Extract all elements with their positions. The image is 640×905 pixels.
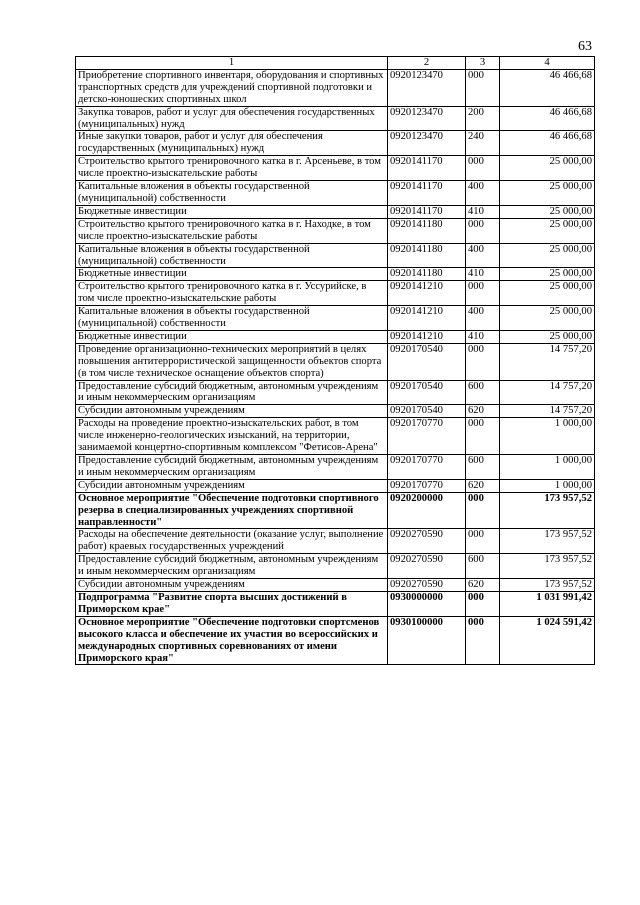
row-amount-cell: 1 031 991,42: [500, 591, 595, 616]
row-amount-cell: 173 957,52: [500, 579, 595, 592]
row-kind-cell: 000: [466, 492, 500, 529]
row-kind-cell: 600: [466, 455, 500, 480]
row-kind-cell: 000: [466, 418, 500, 455]
table-row: [76, 218, 595, 243]
row-amount-cell: 1 000,00: [500, 418, 595, 455]
table-header-row: [76, 57, 595, 70]
row-code-cell: 0920170770: [388, 418, 466, 455]
row-code-cell: 0920170540: [388, 380, 466, 405]
row-amount-cell: 14 757,20: [500, 380, 595, 405]
row-kind-cell: 620: [466, 405, 500, 418]
row-code-cell: 0920141180: [388, 218, 466, 243]
table-row: [76, 243, 595, 268]
row-amount-cell: 173 957,52: [500, 554, 595, 579]
row-kind-cell: 400: [466, 306, 500, 331]
table-row: [76, 455, 595, 480]
row-kind-cell: 200: [466, 106, 500, 131]
table-row: [76, 479, 595, 492]
row-amount-cell: 1 024 591,42: [500, 616, 595, 665]
table-row: [76, 306, 595, 331]
row-code-cell: 0920141210: [388, 281, 466, 306]
row-name-cell: Капитальные вложения в объекты государственной (муниципальной) собственности: [76, 243, 388, 268]
table-row: [76, 69, 595, 106]
row-code-cell: 0920141170: [388, 156, 466, 181]
row-kind-cell: 000: [466, 281, 500, 306]
row-name-cell: Основное мероприятие "Обеспечение подготовки спортсменов высокого класса и обеспечение их участия во всероссийских и международных спортивных соревнованиях от имени Приморского края": [76, 616, 388, 665]
row-amount-cell: 25 000,00: [500, 181, 595, 206]
row-kind-cell: 400: [466, 243, 500, 268]
row-code-cell: 0920170540: [388, 405, 466, 418]
row-code-cell: 0920141170: [388, 181, 466, 206]
row-code-cell: 0920200000: [388, 492, 466, 529]
row-kind-cell: 620: [466, 579, 500, 592]
table-row: [76, 156, 595, 181]
row-kind-cell: 620: [466, 479, 500, 492]
row-amount-cell: 173 957,52: [500, 492, 595, 529]
row-amount-cell: 14 757,20: [500, 343, 595, 380]
row-amount-cell: 46 466,68: [500, 106, 595, 131]
row-code-cell: 0920141180: [388, 243, 466, 268]
row-code-cell: 0930000000: [388, 591, 466, 616]
row-amount-cell: 25 000,00: [500, 156, 595, 181]
table-row: [76, 579, 595, 592]
row-code-cell: 0920123470: [388, 106, 466, 131]
row-kind-cell: 000: [466, 343, 500, 380]
row-kind-cell: 600: [466, 380, 500, 405]
table-row: [76, 529, 595, 554]
row-name-cell: Основное мероприятие "Обеспечение подготовки спортивного резерва в специализированных учреждениях спортивной направленности": [76, 492, 388, 529]
row-kind-cell: 000: [466, 616, 500, 665]
row-code-cell: 0920270590: [388, 529, 466, 554]
row-kind-cell: 000: [466, 69, 500, 106]
row-amount-cell: 46 466,68: [500, 131, 595, 156]
row-name-cell: Субсидии автономным учреждениям: [76, 579, 388, 592]
row-amount-cell: 25 000,00: [500, 306, 595, 331]
row-code-cell: 0920141210: [388, 306, 466, 331]
row-amount-cell: 25 000,00: [500, 218, 595, 243]
row-kind-cell: 000: [466, 529, 500, 554]
row-kind-cell: 000: [466, 156, 500, 181]
row-kind-cell: 000: [466, 591, 500, 616]
row-name-cell: Расходы на обеспечение деятельности (оказание услуг, выполнение работ) краевых государственных учреждений: [76, 529, 388, 554]
row-kind-cell: 410: [466, 268, 500, 281]
row-amount-cell: 25 000,00: [500, 268, 595, 281]
row-code-cell: 0920123470: [388, 131, 466, 156]
header-kind: 3: [466, 57, 500, 70]
row-name-cell: Предоставление субсидий бюджетным, автономным учреждениям и иным некоммерческим организациям: [76, 455, 388, 480]
row-name-cell: Бюджетные инвестиции: [76, 205, 388, 218]
row-name-cell: Проведение организационно-технических мероприятий в целях повышения антитеррористической защищенности объектов спорта (в том числе техническое оснащение объектов спорта): [76, 343, 388, 380]
header-code: 2: [388, 57, 466, 70]
table-row: [76, 380, 595, 405]
row-name-cell: Закупка товаров, работ и услуг для обеспечения государственных (муниципальных) нужд: [76, 106, 388, 131]
row-name-cell: Строительство крытого тренировочного катка в г. Находке, в том числе проектно-изыскательские работы: [76, 218, 388, 243]
row-amount-cell: 173 957,52: [500, 529, 595, 554]
row-code-cell: 0920141170: [388, 205, 466, 218]
row-amount-cell: 14 757,20: [500, 405, 595, 418]
row-name-cell: Капитальные вложения в объекты государственной (муниципальной) собственности: [76, 306, 388, 331]
row-amount-cell: 1 000,00: [500, 455, 595, 480]
table-row: [76, 268, 595, 281]
row-code-cell: 0920170770: [388, 479, 466, 492]
row-name-cell: Капитальные вложения в объекты государственной (муниципальной) собственности: [76, 181, 388, 206]
page-number: 63: [578, 39, 592, 54]
row-name-cell: Иные закупки товаров, работ и услуг для обеспечения государственных (муниципальных) нужд: [76, 131, 388, 156]
row-name-cell: Строительство крытого тренировочного катка в г. Уссурийске, в том числе проектно-изыскательские работы: [76, 281, 388, 306]
row-code-cell: 0920170770: [388, 455, 466, 480]
table-row: [76, 205, 595, 218]
row-name-cell: Бюджетные инвестиции: [76, 268, 388, 281]
table-row: [76, 106, 595, 131]
table-row: [76, 131, 595, 156]
row-kind-cell: 000: [466, 218, 500, 243]
budget-table: [75, 56, 595, 665]
row-code-cell: 0920123470: [388, 69, 466, 106]
row-amount-cell: 46 466,68: [500, 69, 595, 106]
row-kind-cell: 600: [466, 554, 500, 579]
row-amount-cell: 25 000,00: [500, 281, 595, 306]
table-row: [76, 405, 595, 418]
row-amount-cell: 25 000,00: [500, 330, 595, 343]
table-row: [76, 330, 595, 343]
row-code-cell: 0920170540: [388, 343, 466, 380]
row-code-cell: 0920270590: [388, 579, 466, 592]
row-code-cell: 0920141210: [388, 330, 466, 343]
row-code-cell: 0920141180: [388, 268, 466, 281]
table-row: [76, 343, 595, 380]
row-name-cell: Строительство крытого тренировочного катка в г. Арсеньеве, в том числе проектно-изыскательские работы: [76, 156, 388, 181]
row-name-cell: Субсидии автономным учреждениям: [76, 405, 388, 418]
row-kind-cell: 410: [466, 205, 500, 218]
table-row: [76, 616, 595, 665]
header-amount: 4: [500, 57, 595, 70]
table-row: [76, 181, 595, 206]
row-name-cell: Бюджетные инвестиции: [76, 330, 388, 343]
table-row: [76, 492, 595, 529]
row-kind-cell: 410: [466, 330, 500, 343]
row-amount-cell: 1 000,00: [500, 479, 595, 492]
row-code-cell: 0930100000: [388, 616, 466, 665]
row-name-cell: Расходы на проведение проектно-изыскательских работ, в том числе инженерно-геологических изысканий, на территории, занимаемой концертно-спортивным комплексом "Фетисов-Арена": [76, 418, 388, 455]
row-name-cell: Субсидии автономным учреждениям: [76, 479, 388, 492]
row-amount-cell: 25 000,00: [500, 243, 595, 268]
row-kind-cell: 400: [466, 181, 500, 206]
table-row: [76, 418, 595, 455]
row-name-cell: Приобретение спортивного инвентаря, оборудования и спортивных транспортных средств для учреждений спортивной подготовки и детско-юношеских спортивных школ: [76, 69, 388, 106]
row-code-cell: 0920270590: [388, 554, 466, 579]
row-kind-cell: 240: [466, 131, 500, 156]
table-row: [76, 591, 595, 616]
header-name: 1: [76, 57, 388, 70]
row-name-cell: Предоставление субсидий бюджетным, автономным учреждениям и иным некоммерческим организациям: [76, 554, 388, 579]
row-name-cell: Предоставление субсидий бюджетным, автономным учреждениям и иным некоммерческим организациям: [76, 380, 388, 405]
row-amount-cell: 25 000,00: [500, 205, 595, 218]
row-name-cell: Подпрограмма "Развитие спорта высших достижений в Приморском крае": [76, 591, 388, 616]
table-row: [76, 281, 595, 306]
table-row: [76, 554, 595, 579]
